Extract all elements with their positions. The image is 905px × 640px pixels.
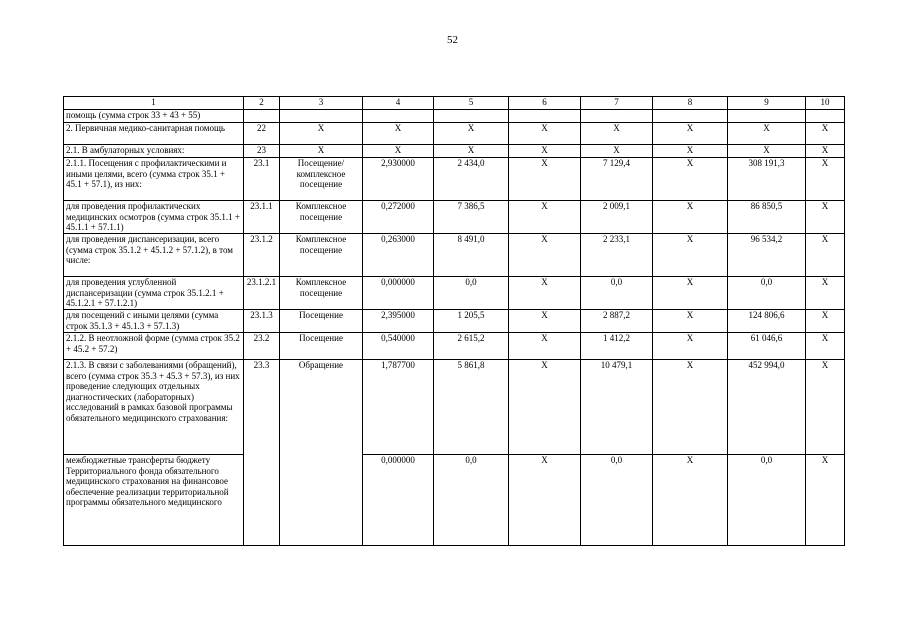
table-cell: 23.1.1: [244, 201, 280, 234]
table-cell: X: [653, 201, 728, 234]
table-row: [64, 145, 845, 158]
table-cell: X: [653, 333, 728, 360]
table-cell: 2 887,2: [581, 310, 653, 333]
column-header: 9: [728, 97, 806, 110]
table-cell: X: [509, 158, 581, 201]
table-cell: 2 233,1: [581, 234, 653, 277]
table-cell: X: [806, 234, 845, 277]
table-row: [64, 360, 845, 455]
table-cell: X: [806, 360, 845, 455]
column-header: 6: [509, 97, 581, 110]
table-cell: [363, 110, 434, 123]
table-cell: X: [806, 455, 845, 546]
table-cell: 61 046,6: [728, 333, 806, 360]
table-cell: Комплексное посещение: [280, 277, 363, 310]
table-cell: 23.1.3: [244, 310, 280, 333]
table-cell: Комплексное посещение: [280, 234, 363, 277]
column-header: 5: [434, 97, 509, 110]
table-cell: 308 191,3: [728, 158, 806, 201]
row-label: 2. Первичная медико-санитарная помощь: [64, 123, 244, 145]
table-cell: X: [653, 360, 728, 455]
row-label: для посещений с иными целями (сумма строк 35.1.3 + 45.1.3 + 57.1.3): [64, 310, 244, 333]
table-row: [64, 333, 845, 360]
row-label: межбюджетные трансферты бюджету Территориального фонда обязательного медицинского страхования на финансовое обеспечение реализации территориальной программы обязательного медицинского: [64, 455, 244, 546]
table-cell: 23.1.2.1: [244, 277, 280, 310]
table-cell: X: [280, 145, 363, 158]
table-cell: Обращение: [280, 360, 363, 455]
table-cell: [244, 455, 280, 546]
table-cell: X: [806, 310, 845, 333]
table-cell: 124 806,6: [728, 310, 806, 333]
table-cell: 0,0: [434, 277, 509, 310]
table-cell: 96 534,2: [728, 234, 806, 277]
table-cell: X: [653, 277, 728, 310]
table-cell: [806, 110, 845, 123]
table-cell: X: [509, 333, 581, 360]
table-cell: [280, 455, 363, 546]
table-cell: 0,540000: [363, 333, 434, 360]
table-cell: 1 412,2: [581, 333, 653, 360]
table-cell: 452 994,0: [728, 360, 806, 455]
table-cell: [581, 110, 653, 123]
table-header-row: [64, 97, 845, 110]
table-cell: X: [806, 123, 845, 145]
row-label: 2.1.3. В связи с заболеваниями (обращений), всего (сумма строк 35.3 + 45.3 + 57.3), из них проведение следующих отдельных диагностических (лабораторных) исследований в рамках базовой программы обязательного медицинского страхования:: [64, 360, 244, 455]
table-row: [64, 110, 845, 123]
table-cell: [244, 110, 280, 123]
table-cell: X: [806, 277, 845, 310]
column-header: 7: [581, 97, 653, 110]
table-cell: 10 479,1: [581, 360, 653, 455]
table-cell: 2 009,1: [581, 201, 653, 234]
table-cell: X: [653, 455, 728, 546]
table-cell: 7 386,5: [434, 201, 509, 234]
table-cell: X: [509, 201, 581, 234]
table-cell: 23.3: [244, 360, 280, 455]
table-body: [64, 97, 845, 546]
table-row: [64, 158, 845, 201]
table-cell: 0,0: [581, 277, 653, 310]
page-number: 52: [447, 34, 458, 46]
table-cell: X: [363, 123, 434, 145]
table-cell: 0,000000: [363, 277, 434, 310]
table-cell: 0,0: [728, 455, 806, 546]
table-cell: 0,272000: [363, 201, 434, 234]
column-header: 10: [806, 97, 845, 110]
table-cell: X: [653, 123, 728, 145]
table-cell: 8 491,0: [434, 234, 509, 277]
table-cell: X: [509, 360, 581, 455]
table-cell: X: [509, 234, 581, 277]
table-cell: X: [653, 310, 728, 333]
table-cell: 1 205,5: [434, 310, 509, 333]
row-label: 2.1.1. Посещения с профилактическими и иными целями, всего (сумма строк 35.1 + 45.1 + 57.1), из них:: [64, 158, 244, 201]
table-cell: 0,263000: [363, 234, 434, 277]
row-label: 2.1. В амбулаторных условиях:: [64, 145, 244, 158]
table-cell: 2 434,0: [434, 158, 509, 201]
table-cell: Посещение/ комплексное посещение: [280, 158, 363, 201]
table-cell: X: [806, 145, 845, 158]
table-cell: 0,0: [728, 277, 806, 310]
table-row: [64, 277, 845, 310]
table-cell: X: [806, 158, 845, 201]
table-cell: [653, 110, 728, 123]
table-row: [64, 123, 845, 145]
table-cell: X: [509, 277, 581, 310]
table-cell: Посещение: [280, 333, 363, 360]
table-cell: 0,000000: [363, 455, 434, 546]
table-cell: 23.2: [244, 333, 280, 360]
table-cell: [280, 110, 363, 123]
table-cell: Комплексное посещение: [280, 201, 363, 234]
table-cell: Посещение: [280, 310, 363, 333]
table-cell: 0,0: [581, 455, 653, 546]
table-row: [64, 234, 845, 277]
table-cell: 23.1: [244, 158, 280, 201]
table-cell: X: [434, 145, 509, 158]
table-cell: X: [581, 123, 653, 145]
table-cell: X: [728, 123, 806, 145]
table-cell: 0,0: [434, 455, 509, 546]
table-row: [64, 310, 845, 333]
table-cell: X: [363, 145, 434, 158]
table-cell: X: [653, 234, 728, 277]
table-cell: 22: [244, 123, 280, 145]
table-row: [64, 455, 845, 546]
table-cell: X: [509, 310, 581, 333]
table-cell: 2,930000: [363, 158, 434, 201]
table-cell: X: [509, 123, 581, 145]
table-cell: 23: [244, 145, 280, 158]
table-cell: 23.1.2: [244, 234, 280, 277]
table-cell: X: [806, 333, 845, 360]
table-cell: 7 129,4: [581, 158, 653, 201]
table-cell: X: [728, 145, 806, 158]
table-cell: X: [509, 455, 581, 546]
row-label: для проведения профилактических медицинских осмотров (сумма строк 35.1.1 + 45.1.1 + 57.1.1): [64, 201, 244, 234]
table-cell: [509, 110, 581, 123]
data-table: [63, 96, 845, 546]
table-cell: 5 861,8: [434, 360, 509, 455]
table-cell: X: [581, 145, 653, 158]
column-header: 1: [64, 97, 244, 110]
table-cell: X: [434, 123, 509, 145]
table-cell: X: [653, 145, 728, 158]
column-header: 3: [280, 97, 363, 110]
table-row: [64, 201, 845, 234]
table-cell: 1,787700: [363, 360, 434, 455]
table-cell: [728, 110, 806, 123]
row-label: для проведения углубленной диспансеризации (сумма строк 35.1.2.1 + 45.1.2.1 + 57.1.2.1): [64, 277, 244, 310]
table-cell: 2 615,2: [434, 333, 509, 360]
column-header: 8: [653, 97, 728, 110]
table-cell: X: [280, 123, 363, 145]
table-cell: X: [509, 145, 581, 158]
table-cell: [434, 110, 509, 123]
row-label: для проведения диспансеризации, всего (сумма строк 35.1.2 + 45.1.2 + 57.1.2), в том числе:: [64, 234, 244, 277]
row-label: 2.1.2. В неотложной форме (сумма строк 35.2 + 45.2 + 57.2): [64, 333, 244, 360]
table-cell: 2,395000: [363, 310, 434, 333]
table-cell: X: [806, 201, 845, 234]
column-header: 4: [363, 97, 434, 110]
column-header: 2: [244, 97, 280, 110]
table-cell: X: [653, 158, 728, 201]
row-label: помощь (сумма строк 33 + 43 + 55): [64, 110, 244, 123]
table-cell: 86 850,5: [728, 201, 806, 234]
